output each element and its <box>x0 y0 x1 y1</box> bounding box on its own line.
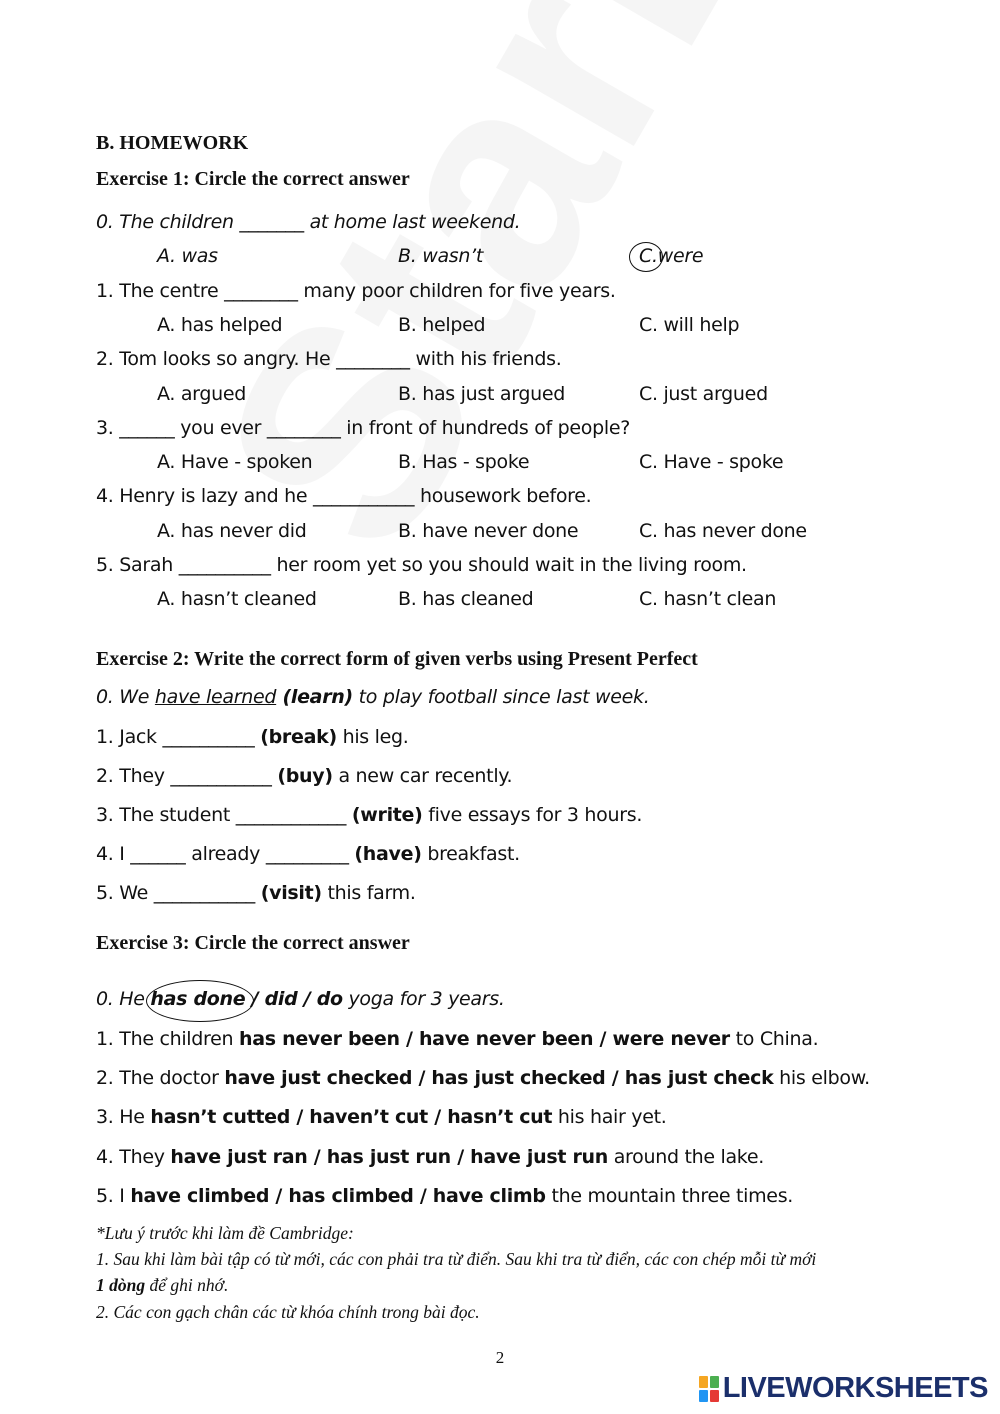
ex2-example-pre: 0. We <box>96 686 155 708</box>
section-title: B. HOMEWORK <box>96 132 249 154</box>
ex3-item-1[interactable] <box>96 1028 818 1050</box>
ex1-q0-option-b[interactable]: B. wasn’t <box>398 245 484 267</box>
brand-name: LIVEWORKSHEETS <box>722 1372 988 1404</box>
ex1-q0-option-c-letter: C. <box>639 245 658 267</box>
ex1-q4-option-a[interactable]: A. has never did <box>157 520 307 542</box>
ex3-item-2-options[interactable]: have just checked / has just checked / has just check <box>224 1067 774 1089</box>
ex2-item-3-post: five essays for 3 hours. <box>422 804 643 826</box>
ex2-item-4[interactable] <box>96 843 520 865</box>
ex3-item-5[interactable] <box>96 1185 793 1207</box>
liveworksheets-logo[interactable] <box>699 1372 988 1405</box>
ex1-q3-option-a[interactable]: A. Have - spoken <box>157 451 313 473</box>
answer-circle-mark <box>629 242 663 272</box>
ex3-item-3-options[interactable]: hasn’t cutted / haven’t cut / hasn’t cut <box>150 1106 553 1128</box>
ex3-item-4-post: around the lake. <box>607 1146 764 1168</box>
ex2-item-3-verb: (write) <box>351 804 423 826</box>
ex3-item-5-options[interactable]: have climbed / has climbed / have climb <box>130 1185 546 1207</box>
notes-line-1: 1. Sau khi làm bài tập có từ mới, các con phải tra từ điển. Sau khi tra từ điển, các con chép mỗi từ mới <box>96 1249 817 1269</box>
exercise1-title: Exercise 1: Circle the correct answer <box>96 168 410 190</box>
ex1-q4-option-b[interactable]: B. have never done <box>398 520 579 542</box>
ex3-item-2-post: his elbow. <box>773 1067 870 1089</box>
ex3-item-1-options[interactable]: has never been / have never been / were never <box>239 1028 730 1050</box>
ex2-item-5-post: this farm. <box>321 882 416 904</box>
ex3-item-2-pre: 2. The doctor <box>96 1067 225 1089</box>
ex2-item-3[interactable] <box>96 804 642 826</box>
ex3-example-circled: has done <box>150 988 246 1010</box>
ex1-q4-option-c[interactable]: C. has never done <box>639 520 807 542</box>
ex3-item-4[interactable] <box>96 1146 764 1168</box>
ex1-q2-option-a[interactable]: A. argued <box>157 383 247 405</box>
notes-line-2 <box>96 1275 228 1296</box>
notes-line-3: 2. Các con gạch chân các từ khóa chính trong bài đọc. <box>96 1302 480 1322</box>
example-circle-mark <box>146 980 254 1022</box>
page-number: 2 <box>495 1348 505 1367</box>
ex1-q5-option-b[interactable]: B. has cleaned <box>398 588 534 610</box>
ex3-item-4-pre: 4. They <box>96 1146 171 1168</box>
ex2-item-2-pre: 2. They ___________ <box>96 765 278 787</box>
ex2-example-post: to play football since last week. <box>352 686 650 708</box>
ex2-item-5[interactable] <box>96 882 416 904</box>
ex1-q0-option-c-text: were <box>657 245 704 267</box>
ex1-q1-option-c[interactable]: C. will help <box>639 314 740 336</box>
logo-block-blue <box>699 1390 708 1402</box>
ex1-q5-text: 5. Sarah __________ her room yet so you should wait in the living room. <box>96 554 747 576</box>
ex3-item-5-pre: 5. I <box>96 1185 131 1207</box>
ex2-item-1[interactable] <box>96 726 409 748</box>
ex1-q1-option-a[interactable]: A. has helped <box>157 314 283 336</box>
ex3-item-4-options[interactable]: have just ran / has just run / have just run <box>170 1146 608 1168</box>
ex3-example-pre: 0. He <box>96 988 151 1010</box>
ex1-q2-option-b[interactable]: B. has just argued <box>398 383 566 405</box>
notes-heading: *Lưu ý trước khi làm đề Cambridge: <box>96 1223 354 1243</box>
ex3-item-1-post: to China. <box>729 1028 819 1050</box>
ex3-example-post: yoga for 3 years. <box>342 988 505 1010</box>
ex2-example <box>96 686 649 708</box>
ex2-example-verb: (learn) <box>276 686 353 708</box>
ex2-item-2-post: a new car recently. <box>332 765 513 787</box>
ex3-item-3-post: his hair yet. <box>552 1106 667 1128</box>
ex2-item-4-post: breakfast. <box>421 843 520 865</box>
ex3-item-1-pre: 1. The children <box>96 1028 240 1050</box>
ex1-q3-option-b[interactable]: B. Has - spoke <box>398 451 530 473</box>
ex1-q2-text: 2. Tom looks so angry. He ________ with his friends. <box>96 348 562 370</box>
ex2-item-1-post: his leg. <box>336 726 409 748</box>
ex2-item-1-pre: 1. Jack __________ <box>96 726 261 748</box>
ex3-item-2[interactable] <box>96 1067 870 1089</box>
ex3-item-5-post: the mountain three times. <box>545 1185 794 1207</box>
notes-line-2-rest: để ghi nhớ. <box>145 1275 229 1295</box>
ex1-q0-option-a[interactable]: A. was <box>157 245 218 267</box>
ex3-item-3-pre: 3. He <box>96 1106 151 1128</box>
ex3-example-options: / did / do <box>245 988 343 1010</box>
logo-blocks-icon <box>699 1376 719 1402</box>
ex1-q2-option-c[interactable]: C. just argued <box>639 383 768 405</box>
ex2-item-2-verb: (buy) <box>277 765 333 787</box>
ex2-item-5-pre: 5. We ___________ <box>96 882 261 904</box>
ex2-item-3-pre: 3. The student ____________ <box>96 804 352 826</box>
logo-block-orange <box>699 1376 708 1388</box>
ex2-item-4-verb: (have) <box>354 843 422 865</box>
ex1-q3-text: 3. ______ you ever ________ in front of hundreds of people? <box>96 417 631 439</box>
notes-line-2-bold: 1 dòng <box>96 1275 146 1295</box>
ex2-example-answer: have learned <box>154 686 277 708</box>
ex1-q4-text: 4. Henry is lazy and he ___________ housework before. <box>96 485 592 507</box>
ex1-q5-option-a[interactable]: A. hasn’t cleaned <box>157 588 317 610</box>
logo-block-green <box>710 1376 719 1388</box>
ex3-item-3[interactable] <box>96 1106 667 1128</box>
exercise3-title: Exercise 3: Circle the correct answer <box>96 932 410 954</box>
ex2-item-2[interactable] <box>96 765 512 787</box>
ex2-item-5-verb: (visit) <box>260 882 322 904</box>
ex1-q0-text: 0. The children _______ at home last weekend. <box>96 211 521 233</box>
exercise2-title: Exercise 2: Write the correct form of given verbs using Present Perfect <box>96 648 698 670</box>
ex1-q1-option-b[interactable]: B. helped <box>398 314 486 336</box>
ex1-q3-option-c[interactable]: C. Have - spoke <box>639 451 784 473</box>
logo-block-red <box>710 1390 719 1402</box>
ex1-q5-option-c[interactable]: C. hasn’t clean <box>639 588 777 610</box>
ex1-q1-text: 1. The centre ________ many poor children for five years. <box>96 280 616 302</box>
ex2-item-4-pre: 4. I ______ already _________ <box>96 843 355 865</box>
ex2-item-1-verb: (break) <box>260 726 337 748</box>
